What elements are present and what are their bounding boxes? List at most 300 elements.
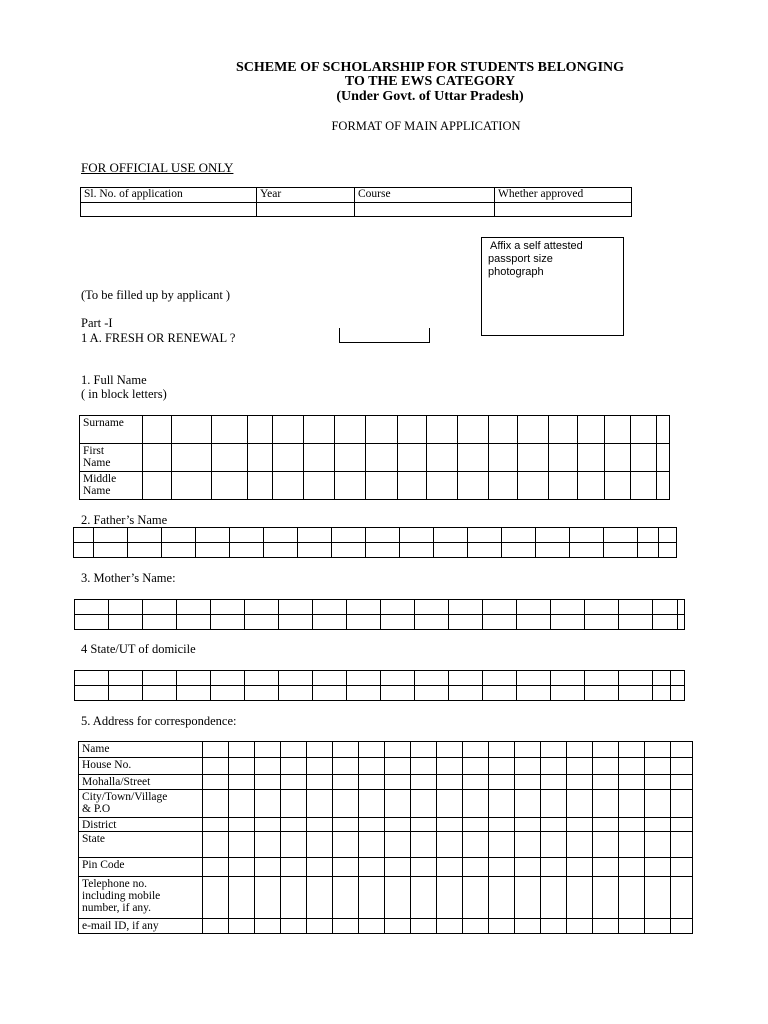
letter-box[interactable] [671,832,693,857]
letter-box[interactable] [619,600,653,615]
letter-box[interactable] [203,742,229,758]
letter-box[interactable] [457,444,488,472]
letter-box[interactable] [593,857,619,876]
letter-box[interactable] [366,444,397,472]
letter-box[interactable] [381,600,415,615]
letter-box[interactable] [281,742,307,758]
letter-box[interactable] [298,543,332,558]
letter-box[interactable] [570,543,604,558]
letter-box[interactable] [515,918,541,933]
letter-box[interactable] [229,876,255,918]
letter-box[interactable] [593,742,619,758]
letter-box[interactable] [671,790,693,818]
letter-box[interactable] [333,918,359,933]
letter-box[interactable] [385,742,411,758]
letter-box[interactable] [229,832,255,857]
letter-box[interactable] [172,444,211,472]
letter-box[interactable] [619,818,645,832]
letter-box[interactable] [593,832,619,857]
letter-box[interactable] [645,857,671,876]
letter-box[interactable] [437,832,463,857]
letter-box[interactable] [671,857,693,876]
letter-box[interactable] [517,671,551,686]
letter-box[interactable] [678,615,685,630]
letter-box[interactable] [541,918,567,933]
letter-box[interactable] [567,876,593,918]
letter-box[interactable] [359,832,385,857]
letter-box[interactable] [177,686,211,701]
letter-box[interactable] [74,543,94,558]
letter-box[interactable] [515,832,541,857]
letter-box[interactable] [229,758,255,775]
letter-box[interactable] [619,758,645,775]
letter-box[interactable] [518,444,549,472]
letter-box[interactable] [332,528,366,543]
letter-box[interactable] [437,742,463,758]
letter-box[interactable] [463,876,489,918]
letter-box[interactable] [385,876,411,918]
letter-box[interactable] [411,742,437,758]
letter-box[interactable] [593,758,619,775]
letter-box[interactable] [515,790,541,818]
letter-box[interactable] [211,444,247,472]
letter-box[interactable] [333,758,359,775]
letter-box[interactable] [279,600,313,615]
letter-box[interactable] [463,818,489,832]
letter-box[interactable] [279,671,313,686]
letter-box[interactable] [307,832,333,857]
letter-box[interactable] [333,818,359,832]
letter-box[interactable] [653,615,678,630]
letter-box[interactable] [75,600,109,615]
letter-box[interactable] [567,857,593,876]
letter-box[interactable] [653,686,671,701]
letter-box[interactable] [307,775,333,790]
letter-box[interactable] [255,758,281,775]
letter-box[interactable] [619,790,645,818]
letter-box[interactable] [645,775,671,790]
letter-box[interactable] [203,832,229,857]
letter-box[interactable] [397,416,426,444]
letter-box[interactable] [463,775,489,790]
letter-box[interactable] [75,615,109,630]
letter-box[interactable] [281,790,307,818]
letter-box[interactable] [359,918,385,933]
letter-box[interactable] [489,876,515,918]
letter-box[interactable] [359,758,385,775]
letter-box[interactable] [656,416,669,444]
letter-box[interactable] [359,876,385,918]
letter-box[interactable] [143,600,177,615]
letter-box[interactable] [272,416,303,444]
letter-box[interactable] [437,876,463,918]
letter-box[interactable] [366,543,400,558]
letter-box[interactable] [307,742,333,758]
letter-box[interactable] [230,528,264,543]
letter-box[interactable] [307,876,333,918]
letter-box[interactable] [128,528,162,543]
letter-box[interactable] [281,876,307,918]
letter-box[interactable] [211,671,245,686]
letter-box[interactable] [411,790,437,818]
letter-box[interactable] [74,528,94,543]
letter-box[interactable] [604,472,630,500]
letter-box[interactable] [347,600,381,615]
letter-box[interactable] [463,857,489,876]
letter-box[interactable] [449,686,483,701]
letter-box[interactable] [578,472,604,500]
letter-box[interactable] [359,775,385,790]
letter-box[interactable] [630,472,656,500]
letter-box[interactable] [229,818,255,832]
letter-box[interactable] [203,790,229,818]
letter-box[interactable] [415,671,449,686]
letter-box[interactable] [247,444,272,472]
letter-box[interactable] [593,876,619,918]
letter-box[interactable] [619,918,645,933]
letter-box[interactable] [549,416,578,444]
letter-box[interactable] [143,472,172,500]
letter-box[interactable] [75,686,109,701]
letter-box[interactable] [247,472,272,500]
letter-box[interactable] [245,615,279,630]
letter-box[interactable] [518,416,549,444]
letter-box[interactable] [229,775,255,790]
letter-box[interactable] [397,444,426,472]
letter-box[interactable] [567,775,593,790]
letter-box[interactable] [541,876,567,918]
letter-box[interactable] [347,671,381,686]
letter-box[interactable] [489,832,515,857]
letter-box[interactable] [109,600,143,615]
letter-box[interactable] [671,742,693,758]
letter-box[interactable] [381,615,415,630]
letter-box[interactable] [211,600,245,615]
letter-box[interactable] [366,472,397,500]
letter-box[interactable] [630,444,656,472]
letter-box[interactable] [385,832,411,857]
letter-box[interactable] [411,857,437,876]
letter-box[interactable] [415,615,449,630]
letter-box[interactable] [230,543,264,558]
letter-box[interactable] [437,790,463,818]
letter-box[interactable] [645,790,671,818]
letter-box[interactable] [298,528,332,543]
letter-box[interactable] [483,686,517,701]
letter-box[interactable] [366,416,397,444]
letter-box[interactable] [457,472,488,500]
letter-box[interactable] [172,472,211,500]
letter-box[interactable] [578,444,604,472]
letter-box[interactable] [255,818,281,832]
letter-box[interactable] [518,472,549,500]
letter-box[interactable] [656,472,669,500]
letter-box[interactable] [678,600,685,615]
mother-name-grid[interactable] [74,599,685,630]
father-name-grid[interactable] [73,527,677,558]
letter-box[interactable] [335,416,366,444]
letter-box[interactable] [619,775,645,790]
letter-box[interactable] [463,758,489,775]
letter-box[interactable] [653,600,678,615]
letter-box[interactable] [307,918,333,933]
letter-box[interactable] [281,918,307,933]
letter-box[interactable] [449,671,483,686]
letter-box[interactable] [585,615,619,630]
letter-box[interactable] [638,528,659,543]
letter-box[interactable] [645,758,671,775]
letter-box[interactable] [177,615,211,630]
letter-box[interactable] [671,686,685,701]
letter-box[interactable] [638,543,659,558]
letter-box[interactable] [541,857,567,876]
letter-box[interactable] [411,818,437,832]
letter-box[interactable] [255,742,281,758]
letter-box[interactable] [659,543,677,558]
letter-box[interactable] [333,832,359,857]
letter-box[interactable] [489,918,515,933]
letter-box[interactable] [359,818,385,832]
letter-box[interactable] [567,832,593,857]
letter-box[interactable] [653,671,671,686]
letter-box[interactable] [426,472,457,500]
letter-box[interactable] [541,775,567,790]
letter-box[interactable] [333,876,359,918]
letter-box[interactable] [619,671,653,686]
letter-box[interactable] [517,600,551,615]
letter-box[interactable] [645,818,671,832]
letter-box[interactable] [333,857,359,876]
letter-box[interactable] [567,758,593,775]
letter-box[interactable] [279,686,313,701]
letter-box[interactable] [75,671,109,686]
letter-box[interactable] [489,742,515,758]
letter-box[interactable] [162,543,196,558]
letter-box[interactable] [304,472,335,500]
letter-box[interactable] [307,758,333,775]
letter-box[interactable] [671,671,685,686]
letter-box[interactable] [489,758,515,775]
letter-box[interactable] [307,818,333,832]
letter-box[interactable] [515,857,541,876]
letter-box[interactable] [332,543,366,558]
letter-box[interactable] [385,818,411,832]
domicile-grid[interactable] [74,670,685,701]
letter-box[interactable] [255,857,281,876]
letter-box[interactable] [229,857,255,876]
letter-box[interactable] [128,543,162,558]
letter-box[interactable] [203,818,229,832]
letter-box[interactable] [203,857,229,876]
letter-box[interactable] [279,615,313,630]
letter-box[interactable] [483,600,517,615]
letter-box[interactable] [281,758,307,775]
letter-box[interactable] [619,876,645,918]
letter-box[interactable] [570,528,604,543]
letter-box[interactable] [281,818,307,832]
letter-box[interactable] [426,416,457,444]
letter-box[interactable] [400,543,434,558]
letter-box[interactable] [313,671,347,686]
letter-box[interactable] [483,615,517,630]
letter-box[interactable] [463,918,489,933]
letter-box[interactable] [196,543,230,558]
letter-box[interactable] [656,444,669,472]
letter-box[interactable] [143,671,177,686]
letter-box[interactable] [211,416,247,444]
letter-box[interactable] [671,876,693,918]
letter-box[interactable] [551,671,585,686]
letter-box[interactable] [468,543,502,558]
letter-box[interactable] [630,416,656,444]
letter-box[interactable] [489,472,518,500]
letter-box[interactable] [411,758,437,775]
letter-box[interactable] [515,758,541,775]
letter-box[interactable] [567,742,593,758]
letter-box[interactable] [281,832,307,857]
letter-box[interactable] [255,790,281,818]
letter-box[interactable] [203,775,229,790]
letter-box[interactable] [585,686,619,701]
letter-box[interactable] [247,416,272,444]
letter-box[interactable] [304,416,335,444]
letter-box[interactable] [411,918,437,933]
letter-box[interactable] [211,686,245,701]
letter-box[interactable] [143,686,177,701]
letter-box[interactable] [245,600,279,615]
letter-box[interactable] [333,790,359,818]
letter-box[interactable] [385,758,411,775]
letter-box[interactable] [604,543,638,558]
letter-box[interactable] [426,444,457,472]
letter-box[interactable] [411,832,437,857]
letter-box[interactable] [541,758,567,775]
official-cell-course[interactable] [355,203,495,217]
letter-box[interactable] [203,758,229,775]
letter-box[interactable] [143,416,172,444]
letter-box[interactable] [671,818,693,832]
letter-box[interactable] [549,444,578,472]
letter-box[interactable] [593,775,619,790]
letter-box[interactable] [245,686,279,701]
letter-box[interactable] [515,818,541,832]
letter-box[interactable] [483,671,517,686]
letter-box[interactable] [593,818,619,832]
letter-box[interactable] [502,543,536,558]
letter-box[interactable] [619,615,653,630]
letter-box[interactable] [437,775,463,790]
letter-box[interactable] [449,600,483,615]
letter-box[interactable] [366,528,400,543]
letter-box[interactable] [541,742,567,758]
letter-box[interactable] [671,758,693,775]
letter-box[interactable] [671,775,693,790]
letter-box[interactable] [385,775,411,790]
letter-box[interactable] [489,857,515,876]
letter-box[interactable] [255,876,281,918]
letter-box[interactable] [517,686,551,701]
letter-box[interactable] [468,528,502,543]
letter-box[interactable] [437,857,463,876]
letter-box[interactable] [94,528,128,543]
letter-box[interactable] [211,615,245,630]
letter-box[interactable] [281,857,307,876]
letter-box[interactable] [162,528,196,543]
letter-box[interactable] [541,832,567,857]
letter-box[interactable] [177,600,211,615]
letter-box[interactable] [517,615,551,630]
letter-box[interactable] [489,775,515,790]
letter-box[interactable] [203,876,229,918]
letter-box[interactable] [385,857,411,876]
letter-box[interactable] [619,742,645,758]
letter-box[interactable] [434,543,468,558]
letter-box[interactable] [604,528,638,543]
letter-box[interactable] [645,832,671,857]
letter-box[interactable] [203,918,229,933]
letter-box[interactable] [541,790,567,818]
letter-box[interactable] [272,472,303,500]
letter-box[interactable] [359,857,385,876]
letter-box[interactable] [671,918,693,933]
letter-box[interactable] [94,543,128,558]
letter-box[interactable] [313,615,347,630]
letter-box[interactable] [229,742,255,758]
letter-box[interactable] [245,671,279,686]
letter-box[interactable] [304,444,335,472]
letter-box[interactable] [585,600,619,615]
letter-box[interactable] [489,790,515,818]
letter-box[interactable] [255,918,281,933]
letter-box[interactable] [143,615,177,630]
letter-box[interactable] [604,444,630,472]
letter-box[interactable] [551,615,585,630]
letter-box[interactable] [143,444,172,472]
letter-box[interactable] [593,918,619,933]
letter-box[interactable] [645,918,671,933]
letter-box[interactable] [463,742,489,758]
letter-box[interactable] [109,671,143,686]
letter-box[interactable] [359,790,385,818]
letter-box[interactable] [551,686,585,701]
letter-box[interactable] [619,686,653,701]
letter-box[interactable] [515,742,541,758]
letter-box[interactable] [335,444,366,472]
letter-box[interactable] [313,686,347,701]
letter-box[interactable] [659,528,677,543]
letter-box[interactable] [515,775,541,790]
letter-box[interactable] [400,528,434,543]
letter-box[interactable] [585,671,619,686]
letter-box[interactable] [347,615,381,630]
letter-box[interactable] [335,472,366,500]
letter-box[interactable] [437,818,463,832]
letter-box[interactable] [434,528,468,543]
official-cell-approved[interactable] [495,203,632,217]
letter-box[interactable] [313,600,347,615]
letter-box[interactable] [229,790,255,818]
letter-box[interactable] [536,543,570,558]
letter-box[interactable] [415,600,449,615]
letter-box[interactable] [264,543,298,558]
letter-box[interactable] [264,528,298,543]
letter-box[interactable] [437,918,463,933]
letter-box[interactable] [196,528,230,543]
letter-box[interactable] [411,876,437,918]
letter-box[interactable] [645,742,671,758]
letter-box[interactable] [177,671,211,686]
letter-box[interactable] [449,615,483,630]
